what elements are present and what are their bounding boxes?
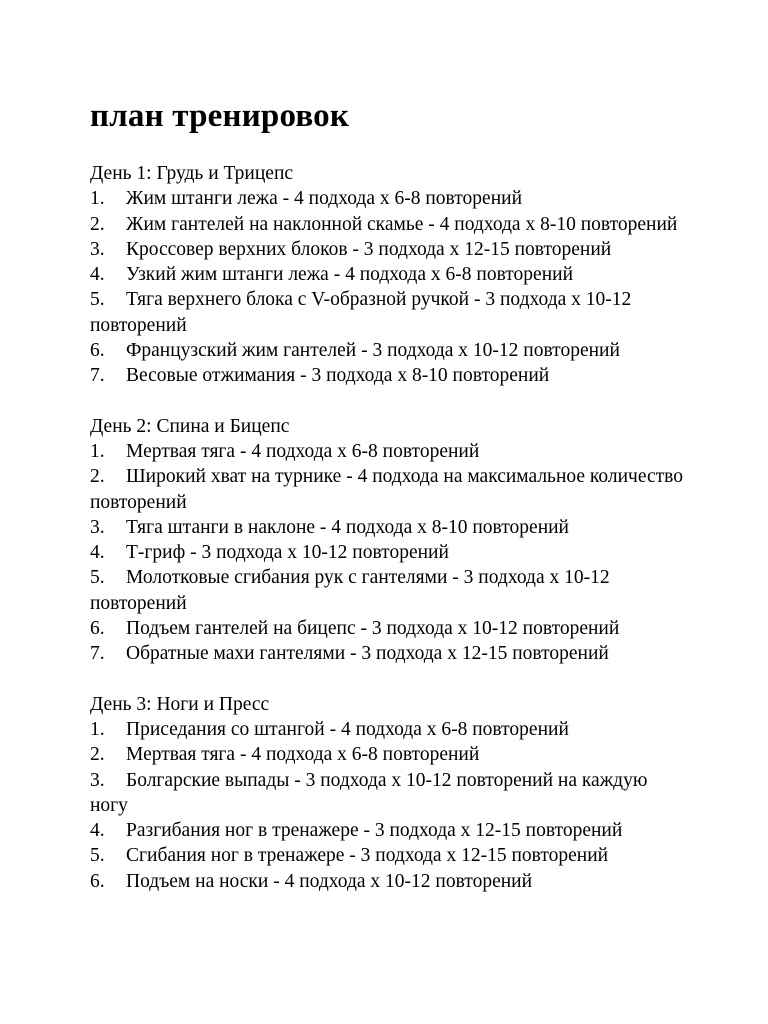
exercise-item bbox=[90, 869, 690, 894]
exercise-text: Подъем на носки - 4 подхода x 10-12 повторений bbox=[126, 870, 533, 892]
exercise-item bbox=[90, 262, 690, 287]
exercise-item bbox=[90, 768, 690, 819]
day-heading: День 1: Грудь и Трицепс bbox=[90, 163, 294, 184]
exercise-list bbox=[90, 186, 690, 388]
exercise-text: Мертвая тяга - 4 подхода x 6-8 повторений bbox=[126, 744, 480, 766]
exercise-number: 4. bbox=[90, 542, 105, 564]
exercise-number: 3. bbox=[90, 238, 105, 260]
exercise-number: 2. bbox=[90, 213, 105, 235]
exercise-text: Французский жим гантелей - 3 подхода x 10-12 повторений bbox=[126, 340, 620, 362]
day-section-2 bbox=[90, 414, 690, 667]
exercise-item bbox=[90, 363, 690, 388]
exercise-item bbox=[90, 515, 690, 540]
exercise-number: 3. bbox=[90, 516, 105, 538]
exercise-text: Т-гриф - 3 подхода x 10-12 повторений bbox=[126, 542, 449, 564]
exercise-item bbox=[90, 717, 690, 742]
document-page bbox=[90, 0, 690, 894]
exercise-number: 5. bbox=[90, 289, 105, 311]
exercise-number: 1. bbox=[90, 718, 105, 740]
exercise-item bbox=[90, 338, 690, 363]
exercise-number: 4. bbox=[90, 264, 105, 286]
exercise-text: Разгибания ног в тренажере - 3 подхода x 12-15 повторений bbox=[126, 820, 623, 842]
exercise-item bbox=[90, 212, 690, 237]
exercise-item bbox=[90, 818, 690, 843]
exercise-item bbox=[90, 186, 690, 211]
exercise-text: Болгарские выпады - 3 подхода x 10-12 повторений на каждую ногу bbox=[90, 769, 648, 816]
exercise-number: 2. bbox=[90, 744, 105, 766]
exercise-number: 4. bbox=[90, 820, 105, 842]
exercise-number: 1. bbox=[90, 188, 105, 210]
exercise-text: Сгибания ног в тренажере - 3 подхода x 12-15 повторений bbox=[126, 845, 609, 867]
exercise-item bbox=[90, 616, 690, 641]
day-heading: День 3: Ноги и Пресс bbox=[90, 693, 270, 715]
exercise-text: Молотковые сгибания рук с гантелями - 3 подхода x 10-12 повторений bbox=[90, 567, 610, 614]
exercise-list bbox=[90, 717, 690, 894]
exercise-number: 7. bbox=[90, 365, 105, 387]
exercise-number: 7. bbox=[90, 643, 105, 665]
exercise-number: 6. bbox=[90, 340, 105, 362]
exercise-number: 5. bbox=[90, 567, 105, 589]
exercise-text: Узкий жим штанги лежа - 4 подхода x 6-8 повторений bbox=[126, 264, 574, 286]
exercise-text: Тяга верхнего блока с V-образной ручкой - 3 подхода x 10-12 повторений bbox=[90, 289, 632, 336]
exercise-list bbox=[90, 439, 690, 667]
exercise-item bbox=[90, 843, 690, 868]
exercise-text: Подъем гантелей на бицепс - 3 подхода x 10-12 повторений bbox=[126, 618, 620, 640]
day-heading: День 2: Спина и Бицепс bbox=[90, 415, 290, 437]
exercise-text: Широкий хват на турнике - 4 подхода на максимальное количество повторений bbox=[90, 466, 683, 513]
exercise-number: 3. bbox=[90, 769, 105, 791]
exercise-text: Мертвая тяга - 4 подхода x 6-8 повторений bbox=[126, 440, 480, 462]
exercise-text: Приседания со штангой - 4 подхода x 6-8 повторений bbox=[126, 718, 569, 740]
exercise-item bbox=[90, 464, 690, 515]
exercise-item bbox=[90, 565, 690, 616]
day-section-3 bbox=[90, 692, 690, 894]
exercise-text: Кроссовер верхних блоков - 3 подхода x 12-15 повторений bbox=[126, 238, 612, 260]
exercise-number: 2. bbox=[90, 466, 105, 488]
exercise-item bbox=[90, 287, 690, 338]
exercise-number: 1. bbox=[90, 440, 105, 462]
exercise-number: 6. bbox=[90, 618, 105, 640]
exercise-item bbox=[90, 742, 690, 767]
exercise-item bbox=[90, 641, 690, 666]
exercise-number: 5. bbox=[90, 845, 105, 867]
exercise-item bbox=[90, 439, 690, 464]
exercise-text: Тяга штанги в наклоне - 4 подхода x 8-10 повторений bbox=[126, 516, 569, 538]
exercise-item bbox=[90, 540, 690, 565]
exercise-item bbox=[90, 237, 690, 262]
document-title: план тренировок bbox=[90, 98, 350, 134]
exercise-text: Весовые отжимания - 3 подхода x 8-10 повторений bbox=[126, 365, 550, 387]
exercise-text: Жим гантелей на наклонной скамье - 4 подхода x 8-10 повторений bbox=[126, 213, 678, 235]
day-section-1 bbox=[90, 161, 690, 389]
exercise-number: 6. bbox=[90, 870, 105, 892]
exercise-text: Обратные махи гантелями - 3 подхода x 12-15 повторений bbox=[126, 643, 609, 665]
exercise-text: Жим штанги лежа - 4 подхода x 6-8 повторений bbox=[126, 188, 522, 210]
